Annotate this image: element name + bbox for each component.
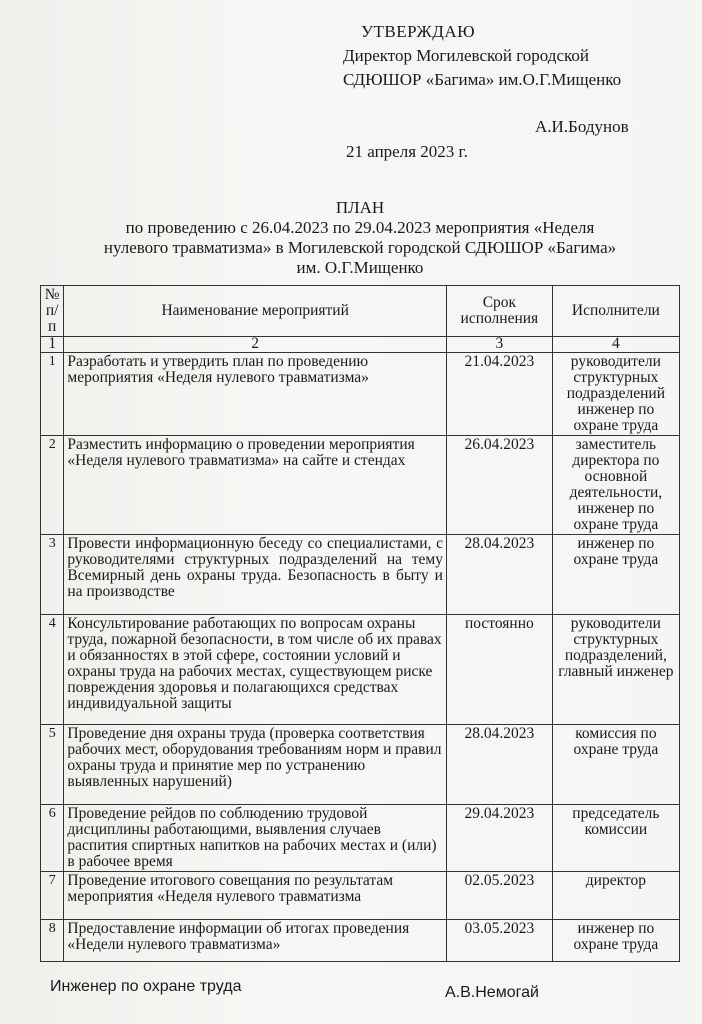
table-row — [41, 615, 680, 725]
plan-heading — [40, 198, 680, 278]
row-term: 26.04.2023 — [446, 436, 552, 535]
table-row — [41, 872, 680, 920]
row-exec: директор — [552, 872, 679, 920]
row-num: 7 — [41, 872, 64, 920]
plan-title: ПЛАН — [335, 198, 385, 217]
row-term: 29.04.2023 — [446, 805, 552, 872]
plan-table — [40, 285, 680, 962]
row-num: 5 — [41, 725, 64, 805]
table-row — [41, 353, 680, 436]
row-exec: руководители структурных подразделений, главный инженер — [552, 615, 679, 725]
table-row — [41, 805, 680, 872]
plan-line-3: им. О.Г.Мищенко — [296, 258, 424, 277]
row-term: 03.05.2023 — [446, 920, 552, 962]
header-exec: Исполнители — [552, 286, 679, 337]
approval-line-2: СДЮШОР «Багима» им.О.Г.Мищенко — [343, 70, 622, 89]
row-num: 1 — [41, 353, 64, 436]
plan-line-1: по проведению с 26.04.2023 по 29.04.2023 мероприятия «Неделя — [125, 218, 595, 237]
row-exec: комиссия по охране труда — [552, 725, 679, 805]
row-name: Проведение дня охраны труда (проверка соответствия рабочих мест, оборудования требованиям норм и правил охраны труда и принятие мер по устранению выявленных нарушений) — [64, 725, 447, 805]
header-name: Наименование мероприятий — [64, 286, 447, 337]
header-term: Срок исполнения — [446, 286, 552, 337]
row-exec: инженер по охране труда — [552, 920, 679, 962]
table-row — [41, 436, 680, 535]
approval-line-1: Директор Могилевской городской — [343, 46, 589, 65]
row-term: 02.05.2023 — [446, 872, 552, 920]
row-name: Провести информационную беседу со специалистами, с руководителями структурных подразделений на тему Всемирный день охраны труда. Безопасность в быту и на производстве — [64, 535, 447, 615]
row-name: Предоставление информации об итогах проведения «Недели нулевого травматизма» — [64, 920, 447, 962]
row-name: Проведение рейдов по соблюдению трудовой дисциплины работающими, выявления случаев распития спиртных напитков на рабочих местах и (или) в рабочее время — [64, 805, 447, 872]
plan-line-2: нулевого травматизма» в Могилевской городской СДЮШОР «Багима» — [103, 238, 617, 257]
approval-title: УТВЕРЖДАЮ — [361, 22, 476, 41]
index-cell: 3 — [446, 337, 552, 353]
row-exec: председатель комиссии — [552, 805, 679, 872]
footer-signatory: А.В.Немогай — [445, 984, 539, 1001]
approval-block — [343, 20, 693, 161]
row-name: Проведение итогового совещания по результатам мероприятия «Неделя нулевого травматизма — [64, 872, 447, 920]
row-num: 6 — [41, 805, 64, 872]
row-term: 28.04.2023 — [446, 725, 552, 805]
index-cell: 2 — [64, 337, 447, 353]
row-num: 3 — [41, 535, 64, 615]
row-exec: инженер по охране труда — [552, 535, 679, 615]
row-term: 21.04.2023 — [446, 353, 552, 436]
row-num: 4 — [41, 615, 64, 725]
row-exec: заместитель директора по основной деятельности, инженер по охране труда — [552, 436, 679, 535]
header-num: № п/п — [41, 286, 64, 337]
row-name: Разработать и утвердить план по проведению мероприятия «Неделя нулевого травматизма» — [64, 353, 447, 436]
approval-date: 21 апреля 2023 г. — [346, 142, 468, 161]
row-num: 2 — [41, 436, 64, 535]
approval-signatory: А.И.Бодунов — [535, 117, 629, 136]
row-term: 28.04.2023 — [446, 535, 552, 615]
row-name: Консультирование работающих по вопросам охраны труда, пожарной безопасности, в том числе об их правах и обязанностях в этой сфере, состоянии условий и охраны труда на рабочих местах, существующем риске повреждения здоровья и полагающихся средствах индивидуальной защиты — [64, 615, 447, 725]
row-name: Разместить информацию о проведении мероприятия «Неделя нулевого травматизма» на сайте и стендах — [64, 436, 447, 535]
table-row — [41, 920, 680, 962]
index-cell: 1 — [41, 337, 64, 353]
row-exec: руководители структурных подразделений инженер по охране труда — [552, 353, 679, 436]
table-row — [41, 725, 680, 805]
row-term: постоянно — [446, 615, 552, 725]
table-row — [41, 535, 680, 615]
row-num: 8 — [41, 920, 64, 962]
index-cell: 4 — [552, 337, 679, 353]
footer-position: Инженер по охране труда — [50, 978, 242, 995]
